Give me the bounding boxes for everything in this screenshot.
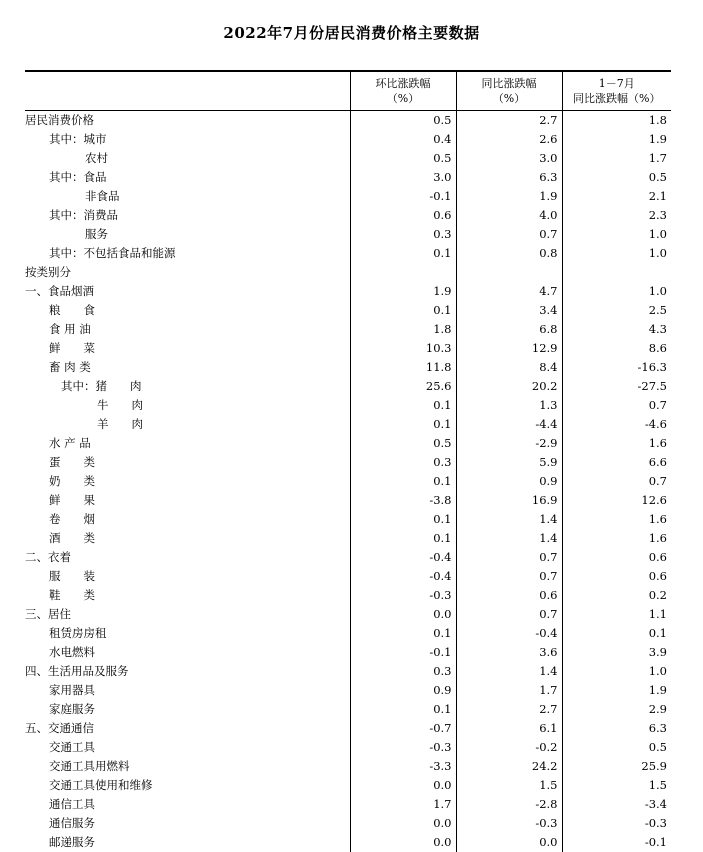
- yoy-value: 20.2: [456, 377, 562, 396]
- ytd-value: 25.9: [562, 757, 671, 776]
- yoy-value: 8.4: [456, 358, 562, 377]
- row-label-cell: [25, 206, 350, 225]
- mom-value: 0.1: [350, 415, 456, 434]
- row-label: 一、食品烟酒: [25, 282, 94, 301]
- mom-value: -0.3: [350, 586, 456, 605]
- table-row: [25, 719, 671, 738]
- row-label: 服 装: [25, 567, 95, 586]
- row-label: 牛 肉: [25, 396, 143, 415]
- mom-value: 0.1: [350, 529, 456, 548]
- table-row: [25, 833, 671, 852]
- mom-value: 0.0: [350, 833, 456, 852]
- mom-value: 0.1: [350, 301, 456, 320]
- page-title: 2022年7月份居民消费价格主要数据: [0, 22, 703, 43]
- table-row: [25, 776, 671, 795]
- header-ytd-line2: 同比涨跌幅（%）: [563, 91, 672, 106]
- ytd-value: 1.7: [562, 149, 671, 168]
- ytd-value: 0.5: [562, 738, 671, 757]
- row-label-cell: [25, 662, 350, 681]
- mom-value: -0.1: [350, 643, 456, 662]
- ytd-value: 2.5: [562, 301, 671, 320]
- row-label-cell: [25, 700, 350, 719]
- mom-value: -0.4: [350, 548, 456, 567]
- row-label-cell: [25, 529, 350, 548]
- yoy-value: 0.9: [456, 472, 562, 491]
- row-label: 粮 食: [25, 301, 95, 320]
- ytd-value: 1.9: [562, 130, 671, 149]
- mom-value: 0.3: [350, 662, 456, 681]
- yoy-value: 12.9: [456, 339, 562, 358]
- row-label: 二、衣着: [25, 548, 71, 567]
- table-row: [25, 567, 671, 586]
- ytd-value: 12.6: [562, 491, 671, 510]
- mom-value: -0.3: [350, 738, 456, 757]
- row-label-cell: [25, 681, 350, 700]
- mom-value: 0.3: [350, 453, 456, 472]
- row-label: 其中：城市: [25, 130, 107, 149]
- yoy-value: 3.6: [456, 643, 562, 662]
- row-label: 五、交通通信: [25, 719, 94, 738]
- table-row: [25, 662, 671, 681]
- row-label-cell: [25, 149, 350, 168]
- mom-value: 0.5: [350, 111, 456, 131]
- ytd-value: 8.6: [562, 339, 671, 358]
- table-row: [25, 453, 671, 472]
- yoy-value: 1.4: [456, 662, 562, 681]
- row-label: 羊 肉: [25, 415, 143, 434]
- table-row: [25, 206, 671, 225]
- row-label-cell: [25, 168, 350, 187]
- row-label: 按类别分: [25, 263, 71, 282]
- row-label-cell: [25, 415, 350, 434]
- table-row: [25, 814, 671, 833]
- mom-value: -3.3: [350, 757, 456, 776]
- ytd-value: [562, 263, 671, 282]
- table-row: [25, 149, 671, 168]
- yoy-value: 1.4: [456, 510, 562, 529]
- ytd-value: -27.5: [562, 377, 671, 396]
- table-row: [25, 282, 671, 301]
- yoy-value: 5.9: [456, 453, 562, 472]
- yoy-value: 1.3: [456, 396, 562, 415]
- row-label: 鞋 类: [25, 586, 95, 605]
- yoy-value: [456, 263, 562, 282]
- yoy-value: -0.2: [456, 738, 562, 757]
- header-yoy-line1: 同比涨跌幅: [457, 76, 562, 91]
- row-label: 食 用 油: [25, 320, 91, 339]
- row-label: 奶 类: [25, 472, 95, 491]
- table-row: [25, 339, 671, 358]
- mom-value: 0.5: [350, 434, 456, 453]
- row-label-cell: [25, 434, 350, 453]
- row-label-cell: [25, 225, 350, 244]
- yoy-value: 2.6: [456, 130, 562, 149]
- yoy-value: 0.7: [456, 605, 562, 624]
- row-label: 水电燃料: [25, 643, 95, 662]
- yoy-value: 1.9: [456, 187, 562, 206]
- mom-value: 0.1: [350, 510, 456, 529]
- header-mom-line1: 环比涨跌幅: [351, 76, 456, 91]
- row-label: 家庭服务: [25, 700, 95, 719]
- ytd-value: 2.9: [562, 700, 671, 719]
- table-row: [25, 358, 671, 377]
- row-label-cell: [25, 586, 350, 605]
- mom-value: 3.0: [350, 168, 456, 187]
- row-label-cell: [25, 795, 350, 814]
- row-label-cell: [25, 757, 350, 776]
- row-label: 酒 类: [25, 529, 95, 548]
- row-label: 通信工具: [25, 795, 95, 814]
- row-label: 家用器具: [25, 681, 95, 700]
- row-label-cell: [25, 339, 350, 358]
- table-row: [25, 795, 671, 814]
- mom-value: 0.0: [350, 776, 456, 795]
- mom-value: 1.9: [350, 282, 456, 301]
- ytd-value: 1.0: [562, 282, 671, 301]
- yoy-value: 3.0: [456, 149, 562, 168]
- table-row: [25, 263, 671, 282]
- ytd-value: 0.1: [562, 624, 671, 643]
- row-label-cell: [25, 187, 350, 206]
- yoy-value: -2.8: [456, 795, 562, 814]
- table-row: [25, 491, 671, 510]
- row-label-cell: [25, 111, 350, 131]
- row-label: 鲜 菜: [25, 339, 95, 358]
- row-label: 非食品: [25, 187, 120, 206]
- yoy-value: 16.9: [456, 491, 562, 510]
- ytd-value: 1.8: [562, 111, 671, 131]
- table-row: [25, 548, 671, 567]
- ytd-value: 0.6: [562, 567, 671, 586]
- table-row: [25, 529, 671, 548]
- header-yoy: [456, 71, 562, 111]
- header-mom-line2: （%）: [351, 91, 456, 106]
- table-row: [25, 244, 671, 263]
- row-label-cell: [25, 301, 350, 320]
- mom-value: 0.4: [350, 130, 456, 149]
- mom-value: 0.1: [350, 396, 456, 415]
- row-label: 居民消费价格: [25, 111, 94, 130]
- row-label-cell: [25, 510, 350, 529]
- row-label: 其中：食品: [25, 168, 107, 187]
- row-label-cell: [25, 814, 350, 833]
- ytd-value: -0.1: [562, 833, 671, 852]
- table-row: [25, 757, 671, 776]
- ytd-value: 0.7: [562, 396, 671, 415]
- mom-value: [350, 263, 456, 282]
- row-label-cell: [25, 263, 350, 282]
- row-label: 水 产 品: [25, 434, 91, 453]
- table-row: [25, 738, 671, 757]
- row-label: 交通工具用燃料: [25, 757, 130, 776]
- ytd-value: 1.6: [562, 510, 671, 529]
- mom-value: 0.3: [350, 225, 456, 244]
- yoy-value: -0.4: [456, 624, 562, 643]
- row-label-cell: [25, 719, 350, 738]
- yoy-value: 24.2: [456, 757, 562, 776]
- row-label: 卷 烟: [25, 510, 95, 529]
- yoy-value: 4.7: [456, 282, 562, 301]
- row-label: 其中：消费品: [25, 206, 118, 225]
- ytd-value: 1.0: [562, 244, 671, 263]
- ytd-value: 4.3: [562, 320, 671, 339]
- ytd-value: 1.0: [562, 662, 671, 681]
- ytd-value: 0.6: [562, 548, 671, 567]
- header-item-blank: [25, 71, 350, 111]
- table-row: [25, 700, 671, 719]
- table-row: [25, 643, 671, 662]
- yoy-value: 3.4: [456, 301, 562, 320]
- row-label: 其中：猪 肉: [25, 377, 142, 396]
- row-label-cell: [25, 643, 350, 662]
- yoy-value: -2.9: [456, 434, 562, 453]
- row-label: 蛋 类: [25, 453, 95, 472]
- ytd-value: 3.9: [562, 643, 671, 662]
- row-label-cell: [25, 624, 350, 643]
- row-label-cell: [25, 776, 350, 795]
- row-label: 邮递服务: [25, 833, 95, 852]
- mom-value: 0.1: [350, 700, 456, 719]
- yoy-value: 0.8: [456, 244, 562, 263]
- yoy-value: 6.1: [456, 719, 562, 738]
- ytd-value: -0.3: [562, 814, 671, 833]
- mom-value: 0.0: [350, 605, 456, 624]
- row-label-cell: [25, 377, 350, 396]
- table-row: [25, 225, 671, 244]
- table-row: [25, 111, 671, 131]
- ytd-value: 1.0: [562, 225, 671, 244]
- ytd-value: 1.9: [562, 681, 671, 700]
- row-label: 租赁房房租: [25, 624, 107, 643]
- mom-value: 0.1: [350, 472, 456, 491]
- ytd-value: 2.1: [562, 187, 671, 206]
- mom-value: 0.1: [350, 624, 456, 643]
- table-row: [25, 415, 671, 434]
- yoy-value: -0.3: [456, 814, 562, 833]
- header-yoy-line2: （%）: [457, 91, 562, 106]
- header-ytd-line1: 1－7月: [563, 76, 672, 91]
- yoy-value: 0.0: [456, 833, 562, 852]
- mom-value: -0.1: [350, 187, 456, 206]
- ytd-value: 1.1: [562, 605, 671, 624]
- mom-value: -0.4: [350, 567, 456, 586]
- row-label-cell: [25, 130, 350, 149]
- mom-value: 0.0: [350, 814, 456, 833]
- table-row: [25, 510, 671, 529]
- row-label-cell: [25, 320, 350, 339]
- mom-value: 0.9: [350, 681, 456, 700]
- row-label-cell: [25, 567, 350, 586]
- row-label-cell: [25, 358, 350, 377]
- mom-value: 1.8: [350, 320, 456, 339]
- yoy-value: 0.7: [456, 225, 562, 244]
- row-label-cell: [25, 548, 350, 567]
- row-label: 鲜 果: [25, 491, 95, 510]
- row-label-cell: [25, 282, 350, 301]
- ytd-value: 6.6: [562, 453, 671, 472]
- row-label: 交通工具使用和维修: [25, 776, 153, 795]
- ytd-value: 0.5: [562, 168, 671, 187]
- header-ytd: [562, 71, 671, 111]
- yoy-value: 2.7: [456, 700, 562, 719]
- mom-value: 0.5: [350, 149, 456, 168]
- ytd-value: 0.2: [562, 586, 671, 605]
- table-row: [25, 377, 671, 396]
- ytd-value: -4.6: [562, 415, 671, 434]
- mom-value: -3.8: [350, 491, 456, 510]
- table-row: [25, 320, 671, 339]
- ytd-value: 1.5: [562, 776, 671, 795]
- yoy-value: 0.7: [456, 567, 562, 586]
- header-mom: [350, 71, 456, 111]
- table-row: [25, 301, 671, 320]
- table-row: [25, 434, 671, 453]
- ytd-value: 0.7: [562, 472, 671, 491]
- yoy-value: 0.6: [456, 586, 562, 605]
- row-label: 通信服务: [25, 814, 95, 833]
- row-label: 交通工具: [25, 738, 95, 757]
- row-label-cell: [25, 396, 350, 415]
- ytd-value: 2.3: [562, 206, 671, 225]
- mom-value: 10.3: [350, 339, 456, 358]
- table-row: [25, 605, 671, 624]
- yoy-value: 4.0: [456, 206, 562, 225]
- table-row: [25, 168, 671, 187]
- table-row: [25, 187, 671, 206]
- mom-value: 25.6: [350, 377, 456, 396]
- ytd-value: 1.6: [562, 434, 671, 453]
- table-row: [25, 624, 671, 643]
- ytd-value: 1.6: [562, 529, 671, 548]
- yoy-value: 0.7: [456, 548, 562, 567]
- yoy-value: 1.5: [456, 776, 562, 795]
- mom-value: 1.7: [350, 795, 456, 814]
- row-label: 三、居住: [25, 605, 71, 624]
- yoy-value: 1.7: [456, 681, 562, 700]
- row-label-cell: [25, 605, 350, 624]
- table-row: [25, 396, 671, 415]
- ytd-value: -3.4: [562, 795, 671, 814]
- yoy-value: 2.7: [456, 111, 562, 131]
- yoy-value: 6.3: [456, 168, 562, 187]
- yoy-value: 6.8: [456, 320, 562, 339]
- table-row: [25, 681, 671, 700]
- ytd-value: 6.3: [562, 719, 671, 738]
- mom-value: 11.8: [350, 358, 456, 377]
- yoy-value: 1.4: [456, 529, 562, 548]
- row-label: 服务: [25, 225, 108, 244]
- ytd-value: -16.3: [562, 358, 671, 377]
- table-header-row: [25, 71, 671, 111]
- yoy-value: -4.4: [456, 415, 562, 434]
- row-label: 农村: [25, 149, 108, 168]
- table-row: [25, 586, 671, 605]
- table-row: [25, 472, 671, 491]
- table-body: [25, 111, 671, 852]
- mom-value: 0.1: [350, 244, 456, 263]
- row-label-cell: [25, 472, 350, 491]
- table-row: [25, 130, 671, 149]
- row-label: 其中：不包括食品和能源: [25, 244, 176, 263]
- row-label-cell: [25, 738, 350, 757]
- row-label: 四、生活用品及服务: [25, 662, 129, 681]
- mom-value: 0.6: [350, 206, 456, 225]
- row-label-cell: [25, 491, 350, 510]
- row-label-cell: [25, 833, 350, 852]
- row-label-cell: [25, 244, 350, 263]
- row-label-cell: [25, 453, 350, 472]
- mom-value: -0.7: [350, 719, 456, 738]
- row-label: 畜 肉 类: [25, 358, 91, 377]
- cpi-table: [25, 70, 671, 852]
